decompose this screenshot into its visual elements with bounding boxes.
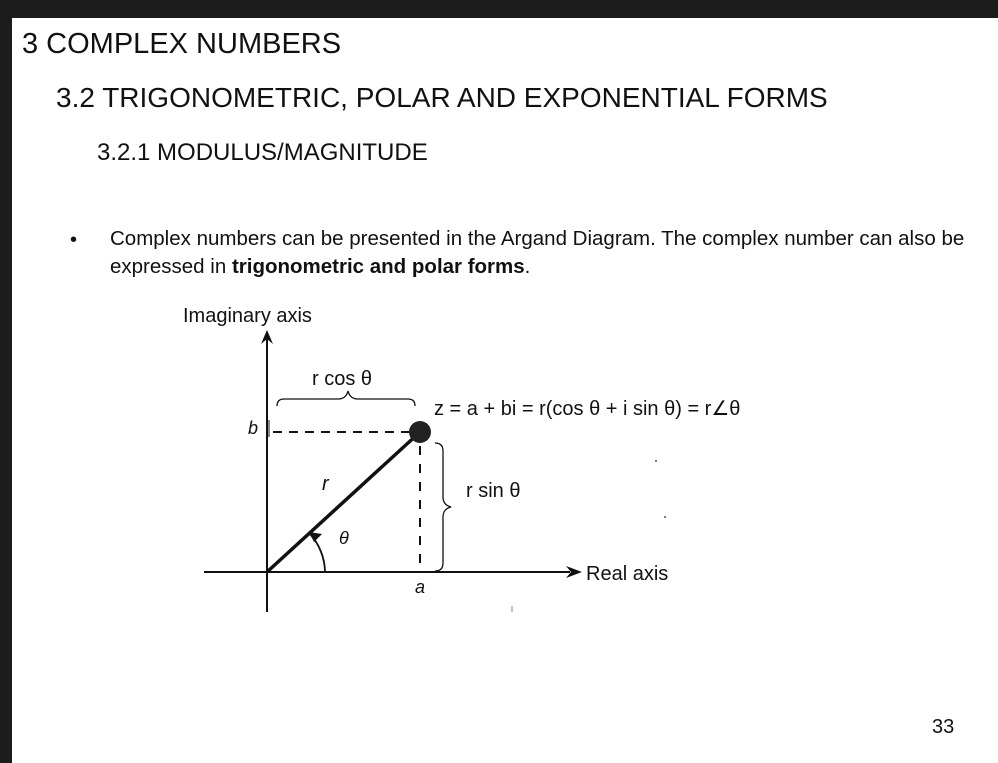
bullet-text-end: .: [524, 255, 531, 278]
chapter-heading: 3 COMPLEX NUMBERS: [22, 28, 342, 60]
speck-2: [664, 516, 666, 518]
complex-point: [409, 421, 431, 443]
subsection-heading: 3.2.1 MODULUS/MAGNITUDE: [97, 139, 428, 166]
imaginary-axis-label: Imaginary axis: [183, 305, 312, 327]
real-axis-label: Real axis: [586, 563, 669, 585]
bullet-text-main: Complex numbers can be presented in the Argand Diagram. The complex number can also be expressed in: [110, 227, 965, 278]
theta-label: θ: [339, 528, 349, 548]
rsin-brace: [435, 443, 451, 571]
b-label: b: [248, 418, 259, 438]
polar-equation: z = a + bi = r(cos θ + i sin θ) = r∠θ: [434, 398, 741, 420]
angle-arc: [310, 534, 325, 572]
angle-arrow: [309, 532, 322, 542]
bullet-text-bold: trigonometric and polar forms: [231, 255, 525, 278]
bullet-marker: •: [70, 229, 78, 251]
section-heading: 3.2 TRIGONOMETRIC, POLAR AND EXPONENTIAL FORMS: [56, 82, 828, 113]
a-label: a: [415, 577, 426, 597]
page-number: 33: [932, 716, 955, 738]
rcos-brace: [277, 391, 415, 406]
rcos-label: r cos θ: [312, 368, 373, 390]
radius-line: [267, 432, 420, 572]
r-label: r: [322, 473, 329, 495]
speck-1: [655, 460, 657, 462]
rsin-label: r sin θ: [466, 480, 521, 502]
